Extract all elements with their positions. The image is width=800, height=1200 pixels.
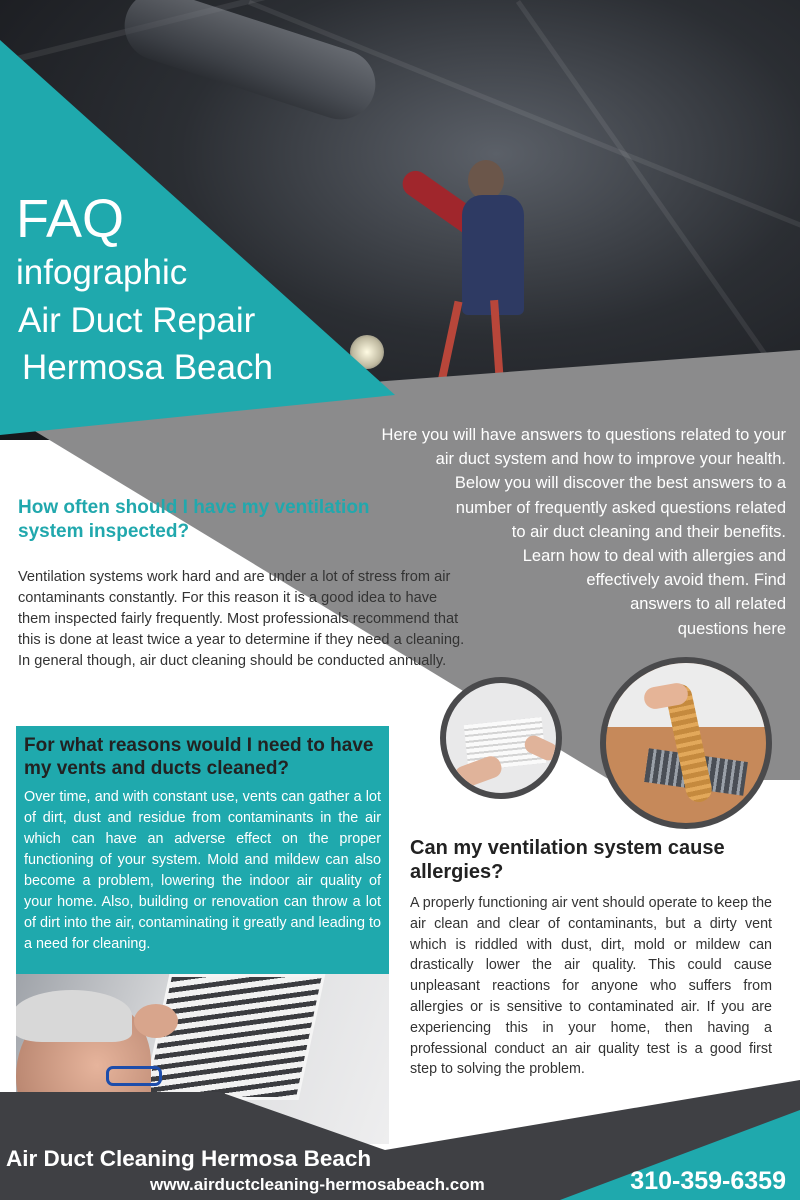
footer-phone-number[interactable]: 310-359-6359 — [630, 1167, 786, 1195]
footer-company-name: Air Duct Cleaning Hermosa Beach — [6, 1146, 372, 1171]
intro-line: questions here — [677, 619, 786, 638]
q2-heading: For what reasons would I need to have my vents and ducts cleaned? — [24, 735, 374, 779]
intro-line: air duct system and how to improve your health. — [435, 450, 786, 469]
vent-cover-photo — [440, 677, 562, 799]
title-infographic: infographic — [16, 253, 188, 292]
q1-heading: How often should I have my ventilation system inspected? — [18, 497, 370, 542]
q3-heading: Can my ventilation system cause allergies? — [410, 837, 725, 883]
q1-answer: Ventilation systems work hard and are under a lot of stress from air contaminants constantly. For this reason it is a good idea to have them inspected fairly frequently. Most professionals recommend that this is done at least twice a year to determine if they need a cleaning. In general though, air duct cleaning should be conducted annually. — [18, 569, 465, 669]
q2-answer: Over time, and with constant use, vents can gather a lot of dirt, dust and residue from contaminants in the air which can have an adverse effect on the proper functioning of your system. Mold and mildew can also become a problem, lowering the indoor air quality of your home. Also, building or renovation can throw a lot of dirt into the air, contaminating it greatly and leading to a need for cleaning. — [24, 789, 381, 952]
title-faq: FAQ — [16, 189, 125, 249]
intro-line: number of frequently asked questions related — [455, 498, 786, 517]
intro-line: answers to all related — [630, 595, 786, 614]
floor-vent-photo — [600, 657, 772, 829]
title-location: Hermosa Beach — [22, 348, 273, 387]
q3-answer: A properly functioning air vent should operate to keep the air clean and clear of contaminants, but a dirty vent which is riddled with dust, dirt, mold or mildew can drastically lower the air quality. This could cause unpleasant reactions for anyone who suffers from allergies or is sensitive to contaminated air. If you are experiencing this in your home, then having a professional conduct an air quality test is a good first step to solving the problem. — [410, 895, 772, 1078]
intro-line: Here you will have answers to questions related to your — [381, 426, 786, 444]
intro-line: Learn how to deal with allergies and — [522, 547, 786, 566]
footer-website-link[interactable]: www.airductcleaning-hermosabeach.com — [150, 1175, 485, 1194]
intro-line: Below you will discover the best answers to a — [454, 474, 786, 493]
title-service: Air Duct Repair — [18, 301, 256, 340]
intro-line: to air duct cleaning and their benefits. — [511, 522, 786, 541]
intro-line: effectively avoid them. Find — [586, 571, 786, 590]
